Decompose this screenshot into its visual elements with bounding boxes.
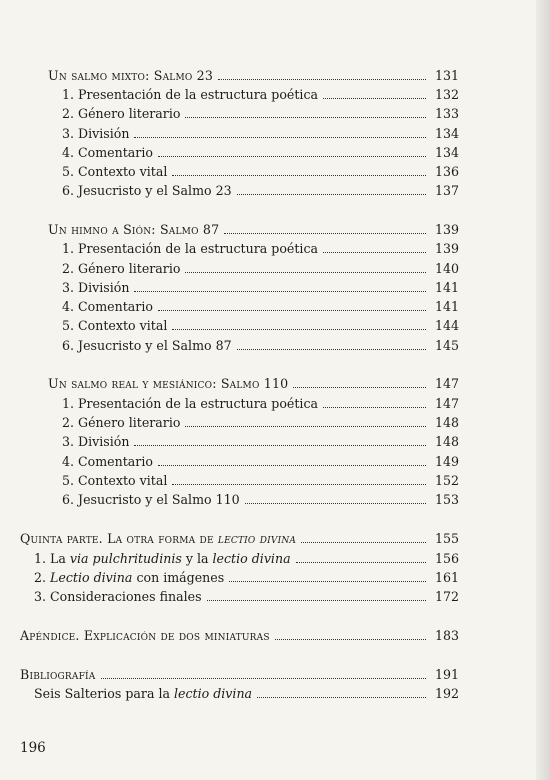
toc-entry[interactable] <box>62 336 459 354</box>
dot-leader <box>172 483 426 485</box>
toc-entry[interactable] <box>62 432 459 450</box>
toc-page-number: 148 <box>434 434 459 449</box>
dot-leader <box>275 638 426 640</box>
toc-entry[interactable] <box>62 181 459 199</box>
toc-page-number: 149 <box>434 454 459 469</box>
toc-entry-label: 1. Presentación de la estructura poética <box>62 241 319 256</box>
toc-entry-label: 1. Presentación de la estructura poética <box>62 396 319 411</box>
toc-section-title: Apéndice. Explicación de dos miniaturas <box>20 628 270 643</box>
toc-page-number: 147 <box>434 396 459 411</box>
toc-entry[interactable] <box>62 394 459 412</box>
dot-leader <box>245 502 426 504</box>
dot-leader <box>237 193 426 195</box>
dot-leader <box>185 116 426 118</box>
dot-leader <box>158 309 426 311</box>
toc-page-number: 172 <box>434 589 459 604</box>
dot-leader <box>158 155 426 157</box>
toc-section-salmo-110[interactable] <box>48 374 459 392</box>
toc-section-quinta-parte[interactable] <box>20 529 459 547</box>
dot-leader <box>101 677 427 679</box>
toc-page-number: 183 <box>434 628 459 643</box>
toc-entry-label: 4. Comentario <box>62 454 153 469</box>
toc-section-title: Un salmo real y mesiánico: Salmo 110 <box>48 376 289 391</box>
toc-entry[interactable] <box>62 162 459 180</box>
toc-page-number: 192 <box>434 686 459 701</box>
toc-entry[interactable] <box>62 259 459 277</box>
dot-leader <box>323 406 426 408</box>
toc-page-number: 133 <box>434 106 459 121</box>
toc-section-salmo-23[interactable] <box>48 66 459 84</box>
dot-leader <box>158 464 426 466</box>
toc-page-number: 134 <box>434 145 459 160</box>
toc-page-number: 191 <box>434 667 459 682</box>
toc-entry-label: 4. Comentario <box>62 145 153 160</box>
toc-entry-label: 5. Contexto vital <box>62 473 168 488</box>
toc-entry[interactable] <box>62 124 459 142</box>
dot-leader <box>323 97 426 99</box>
toc-entry[interactable] <box>62 471 459 489</box>
dot-leader <box>229 580 426 582</box>
dot-leader <box>301 541 426 543</box>
dot-leader <box>134 136 426 138</box>
toc-entry-label: 3. Consideraciones finales <box>34 589 202 604</box>
toc-page-number: 155 <box>434 531 459 546</box>
toc-entry-label: 3. División <box>62 434 130 449</box>
toc-entry-label: 2. Género literario <box>62 415 181 430</box>
toc-entry[interactable] <box>34 568 459 586</box>
toc-entry[interactable] <box>62 452 459 470</box>
toc-page-number: 144 <box>434 318 459 333</box>
toc-entry[interactable] <box>62 316 459 334</box>
toc-page-number: 141 <box>434 280 459 295</box>
toc-page-number: 140 <box>434 261 459 276</box>
toc-entry-label: 4. Comentario <box>62 299 153 314</box>
dot-leader <box>293 386 426 388</box>
toc-entry[interactable] <box>62 413 459 431</box>
toc-entry[interactable] <box>34 587 459 605</box>
toc-section-title: Un himno a Sión: Salmo 87 <box>48 222 220 237</box>
page-number: 196 <box>20 740 46 756</box>
dot-leader <box>224 232 426 234</box>
toc-page-number: 161 <box>434 570 459 585</box>
dot-leader <box>185 271 426 273</box>
toc-entry-label: 3. División <box>62 126 130 141</box>
toc-entry-label: 6. Jesucristo y el Salmo 110 <box>62 492 240 507</box>
toc-page-number: 132 <box>434 87 459 102</box>
dot-leader <box>207 599 426 601</box>
dot-leader <box>257 696 426 698</box>
toc-entry[interactable] <box>62 490 459 508</box>
toc-entry[interactable] <box>34 549 459 567</box>
toc-page-number: 152 <box>434 473 459 488</box>
toc-page-number: 156 <box>434 551 459 566</box>
toc-page-number: 131 <box>434 68 459 83</box>
toc-entry-label: 1. La via pulchritudinis y la lectio divina <box>34 551 291 566</box>
toc-page-number: 148 <box>434 415 459 430</box>
toc-entry-label: 6. Jesucristo y el Salmo 23 <box>62 183 232 198</box>
toc-entry[interactable] <box>34 684 459 702</box>
toc-page-number: 145 <box>434 338 459 353</box>
toc-page-number: 141 <box>434 299 459 314</box>
toc-entry[interactable] <box>62 239 459 257</box>
dot-leader <box>237 348 426 350</box>
toc-entry-label: 2. Género literario <box>62 106 181 121</box>
toc-section-apendice[interactable] <box>20 626 459 644</box>
dot-leader <box>323 251 426 253</box>
toc-page-number: 139 <box>434 222 459 237</box>
toc-page-number: 137 <box>434 183 459 198</box>
dot-leader <box>185 425 426 427</box>
toc-page-number: 153 <box>434 492 459 507</box>
toc-entry-label: 2. Lectio divina con imágenes <box>34 570 225 585</box>
toc-entry[interactable] <box>62 297 459 315</box>
toc-entry[interactable] <box>62 278 459 296</box>
toc-page-number: 147 <box>434 376 459 391</box>
toc-entry-label: 2. Género literario <box>62 261 181 276</box>
toc-section-title: Quinta parte. La otra forma de lectio divina <box>20 531 297 546</box>
toc-section-salmo-87[interactable] <box>48 220 459 238</box>
page-edge <box>536 0 550 780</box>
toc-entry-label: 5. Contexto vital <box>62 318 168 333</box>
toc-entry-label: 3. División <box>62 280 130 295</box>
toc-section-bibliografia[interactable] <box>20 665 459 683</box>
toc-entry-label: Seis Salterios para la lectio divina <box>34 686 253 701</box>
dot-leader <box>218 78 426 80</box>
toc-entry-label: 1. Presentación de la estructura poética <box>62 87 319 102</box>
toc-page-number: 136 <box>434 164 459 179</box>
toc-entry[interactable] <box>62 143 459 161</box>
toc-entry-label: 6. Jesucristo y el Salmo 87 <box>62 338 232 353</box>
toc-page-number: 139 <box>434 241 459 256</box>
dot-leader <box>296 561 426 563</box>
toc-entry[interactable] <box>62 85 459 103</box>
toc-section-title: Bibliografía <box>20 667 96 682</box>
dot-leader <box>172 174 426 176</box>
toc-section-title: Un salmo mixto: Salmo 23 <box>48 68 214 83</box>
toc-entry[interactable] <box>62 104 459 122</box>
dot-leader <box>172 328 426 330</box>
dot-leader <box>134 290 426 292</box>
dot-leader <box>134 444 426 446</box>
toc-entry-label: 5. Contexto vital <box>62 164 168 179</box>
toc-page-number: 134 <box>434 126 459 141</box>
